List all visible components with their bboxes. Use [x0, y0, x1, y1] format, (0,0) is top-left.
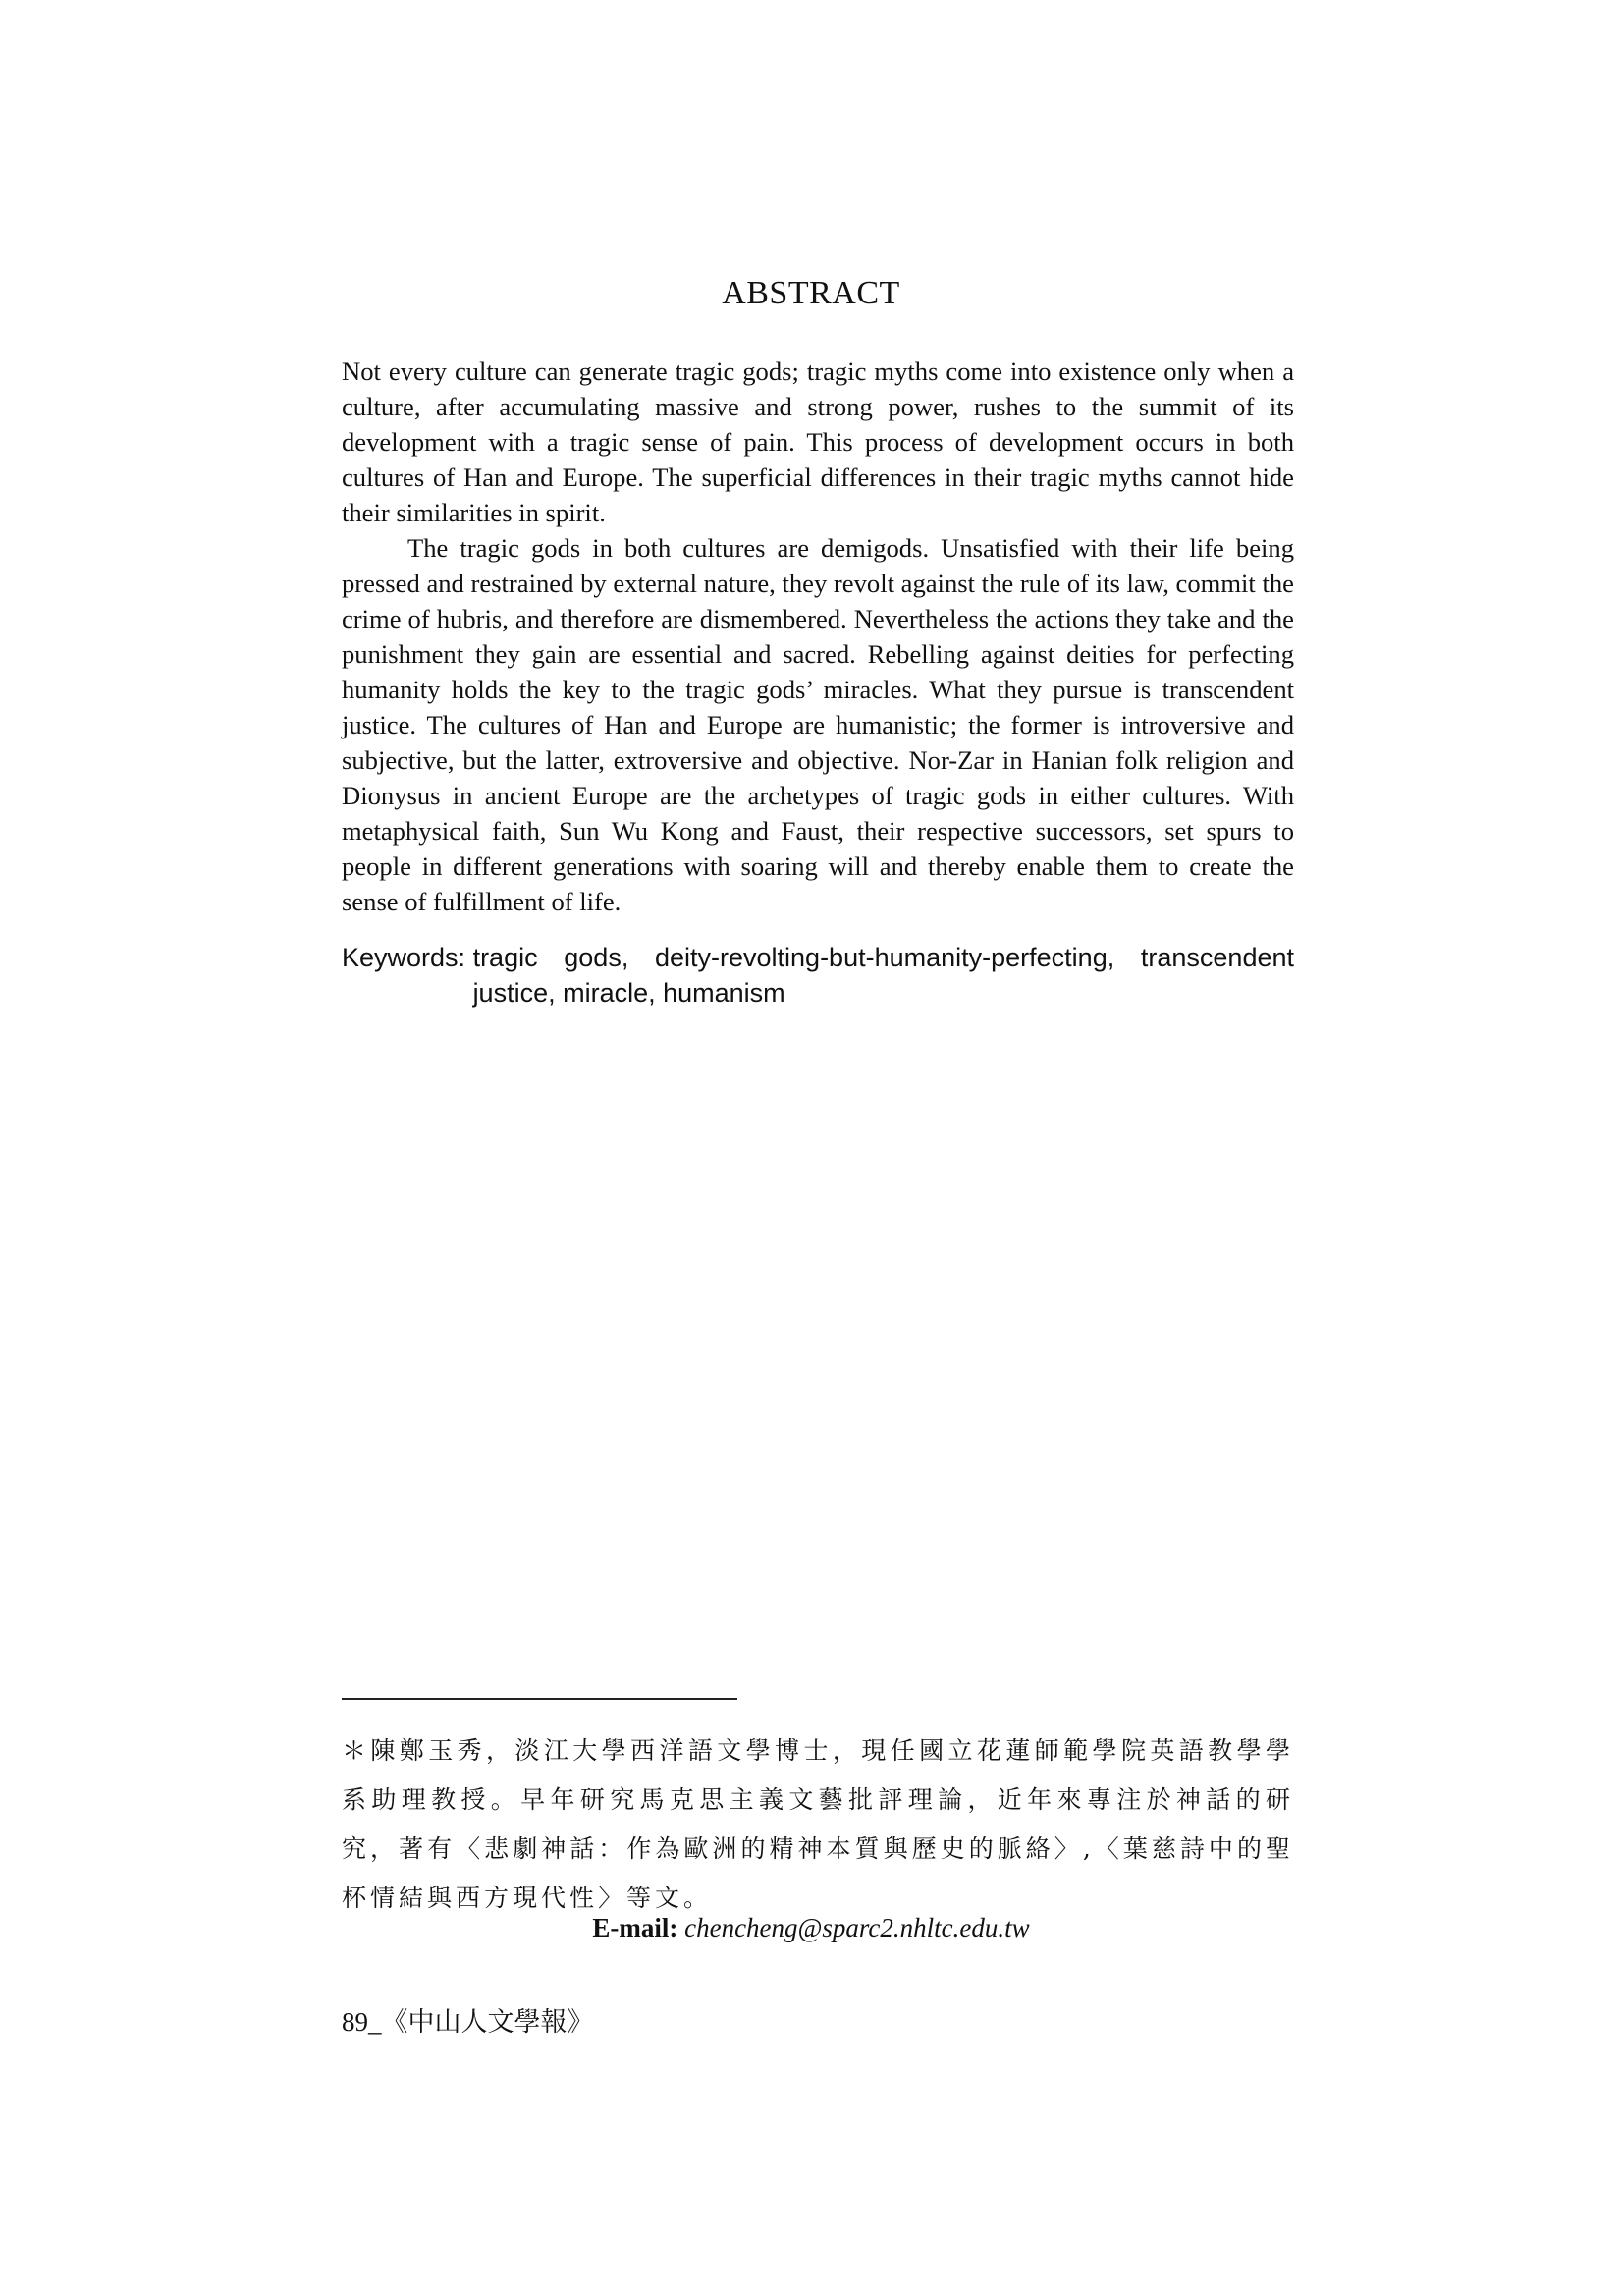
author-footnote: ＊陳鄭玉秀，淡江大學西洋語文學博士，現任國立花蓮師範學院英語教學學系助理教授。早年研究馬克思主義文藝批評理論，近年來專注於神話的研究，著有〈悲劇神話：作為歐洲的精神本質與歷史的脈絡〉,〈葉慈詩中的聖杯情結與西方現代性〉等文。	[342, 1736, 1294, 1912]
page-number-journal: 89_《中山人文學報》	[342, 2007, 594, 2037]
keywords-line	[342, 940, 1294, 1011]
email-label: E-mail:	[592, 1913, 678, 1942]
abstract-title: ABSTRACT	[722, 275, 900, 311]
footnote-divider	[342, 1698, 737, 1700]
abstract-paragraph-1: Not every culture can generate tragic gods; tragic myths come into existence only when a culture, after accumulating massive and strong power, rushes to the summit of its development with a tragic sense of pain. This process of development occurs in both cultures of Han and Europe. The superficial differences in their tragic myths cannot hide their similarities in spirit.	[342, 356, 1294, 527]
email-value: chencheng@sparc2.nhltc.edu.tw	[684, 1913, 1030, 1942]
abstract-body	[342, 354, 1294, 919]
keywords-text: tragic gods, deity-revolting-but-humanity-perfecting, transcendent justice, miracle, humanism	[472, 943, 1294, 1008]
keywords-label: Keywords:	[342, 943, 473, 972]
author-email-line	[0, 1913, 1622, 1943]
abstract-paragraph-2: The tragic gods in both cultures are demigods. Unsatisfied with their life being pressed and restrained by external nature, they revolt against the rule of its law, commit the crime of hubris, and therefore are dismembered. Nevertheless the actions they take and the punishment they gain are essential and sacred. Rebelling against deities for perfecting humanity holds the key to the tragic gods’ miracles. What they pursue is transcendent justice. The cultures of Han and Europe are humanistic; the former is introversive and subjective, but the latter, extroversive and objective. Nor-Zar in Hanian folk religion and Dionysus in ancient Europe are the archetypes of tragic gods in either cultures. With metaphysical faith, Sun Wu Kong and Faust, their respective successors, set spurs to people in different generations with soaring will and thereby enable them to create the sense of fulfillment of life.	[342, 533, 1294, 916]
